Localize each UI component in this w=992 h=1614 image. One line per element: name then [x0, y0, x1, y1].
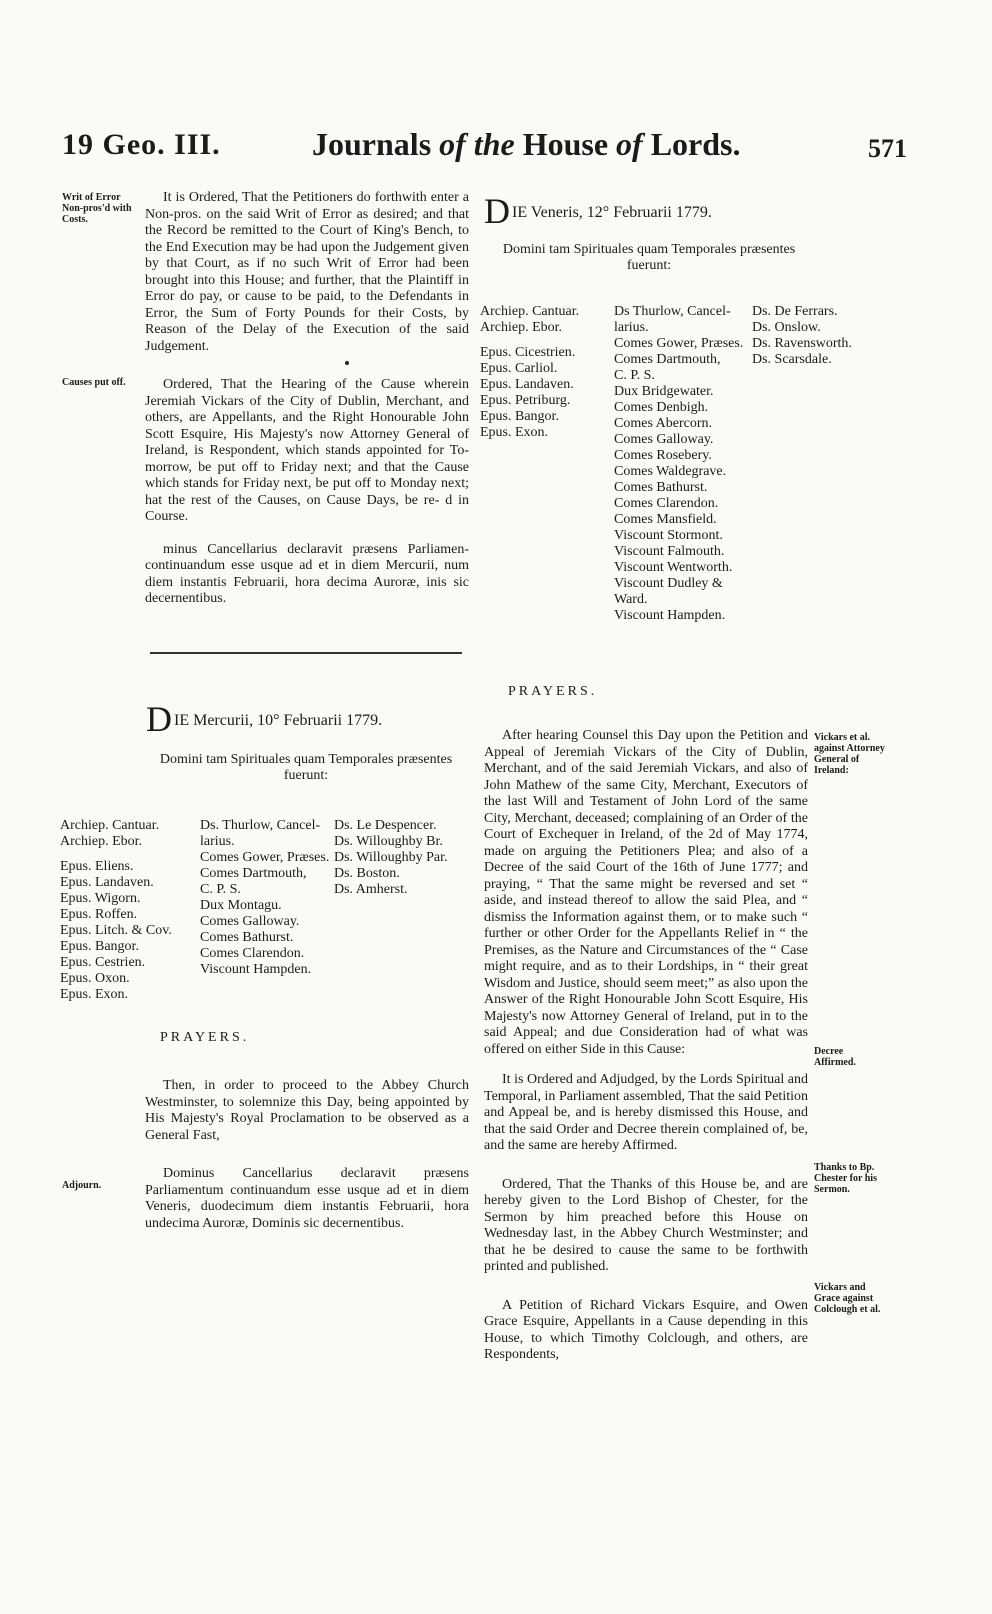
lord-entry: Epus. Cicestrien.: [480, 345, 576, 360]
lord-entry: Viscount Hampden.: [200, 962, 312, 977]
para-vickars-grace-petition: A Petition of Richard Vickars Esquire, and Owen Grace Esquire, Appellants in a Cause depending in this House, to which Timothy Colclough, and others, are Respondents,: [484, 1297, 808, 1362]
lord-entry: Dux Bridgewater.: [614, 384, 714, 399]
lord-entry: C. P. S.: [200, 882, 241, 897]
lord-entry: Ds. De Ferrars.: [752, 304, 838, 319]
lord-entry: Epus. Cestrien.: [60, 955, 146, 970]
prayers-heading-veneris: PRAYERS.: [508, 684, 598, 699]
lord-entry: larius.: [200, 834, 235, 849]
lord-entry: Comes Dartmouth,: [200, 866, 307, 881]
lord-entry: Ds. Willoughby Par.: [334, 850, 448, 865]
left-body-top: [145, 190, 469, 614]
lord-entry: Comes Gower, Præses.: [614, 336, 744, 351]
margin-note-writ: Writ of Error Non-pros'd with Costs.: [62, 192, 132, 225]
para-adjudged: It is Ordered and Adjudged, by the Lords Spiritual and Temporal, in Parliament assembled, That the said Petition and Appeal be, and is hereby dismissed this House, and that the said Order and Decree therein complained of, be, and the same are hereby Affirmed.: [484, 1072, 808, 1153]
lord-entry: Epus. Litch. & Cov.: [60, 923, 172, 938]
lord-entry: Epus. Petriburg.: [480, 393, 571, 408]
lord-entry: C. P. S.: [614, 368, 655, 383]
ornament-dot: [345, 361, 349, 365]
lord-entry: Comes Gower, Præses.: [200, 850, 330, 865]
lord-entry: Archiep. Ebor.: [480, 320, 563, 335]
margin-note-vickars: Vickars et al. against Attorney General of Ireland:: [814, 732, 885, 776]
lord-entry: Comes Bathurst.: [200, 930, 294, 945]
lord-entry: Comes Dartmouth,: [614, 352, 721, 367]
lord-entry: Epus. Wigorn.: [60, 891, 141, 906]
die-mercurii-subtitle: Domini tam Spirituales quam Temporales præsentes fuerunt:: [159, 752, 453, 783]
lord-entry: Epus. Carliol.: [480, 361, 558, 376]
lord-entry: Ds. Ravensworth.: [752, 336, 852, 351]
lord-entry: Comes Clarendon.: [200, 946, 305, 961]
lord-entry: Ds. Amherst.: [334, 882, 408, 897]
lord-entry: Ds. Willoughby Br.: [334, 834, 443, 849]
veneris-bishops-column: [480, 304, 612, 441]
lord-entry: Ds. Onslow.: [752, 320, 821, 335]
lord-entry: Archiep. Cantuar.: [480, 304, 580, 319]
lord-entry: Epus. Exon.: [60, 987, 129, 1002]
lord-entry: Archiep. Ebor.: [60, 834, 143, 849]
lord-entry: Epus. Landaven.: [480, 377, 574, 392]
lord-entry: Ds. Thurlow, Cancel-: [200, 818, 321, 833]
para-writ-error: It is Ordered, That the Petitioners do forthwith enter a Non-pros. on the said Writ of Error as desired; and that the Record be remitted to the Court of King's Bench, to the End Execution may be had upon the Judgement given by that Court, as if no such Writ of Error had been brought into this House; and further, that the Plaintiff in Error do pay, or cause to be paid, to the Defendants in Error, the Sum of Forty Pounds for their Costs, by Reason of the Delay of the Execution of the said Judgement.: [145, 190, 469, 354]
lord-entry: Comes Galloway.: [614, 432, 714, 447]
journal-title: Journals of the House of Lords.: [312, 126, 741, 162]
veneris-barons-column: [752, 304, 888, 368]
lord-entry: Viscount Falmouth.: [614, 544, 725, 559]
lord-entry: Ds. Boston.: [334, 866, 400, 881]
lord-entry: Comes Mansfield.: [614, 512, 717, 527]
lord-entry: Epus. Bangor.: [60, 939, 139, 954]
lord-entry: Comes Bathurst.: [614, 480, 708, 495]
margin-note-causes: Causes put off.: [62, 377, 126, 388]
die-mercurii-title: DIE Mercurii, 10° Februarii 1779.: [146, 699, 383, 739]
margin-note-thanks: Thanks to Bp. Chester for his Sermon.: [814, 1162, 877, 1195]
lord-entry: Epus. Exon.: [480, 425, 549, 440]
para-vickars-hearing: After hearing Counsel this Day upon the Petition and Appeal of Jeremiah Vickars of the City of Dublin, Merchant, and of the said Jeremiah Vickars, and also of John Mathew of the same City, Merchant, Executors of the last Will and Testament of John Lord of the same City, Merchant, deceased; complaining of an Order of the Court of Exchequer in Ireland, of the 2d of May 1774, made on arguing the Petitioners Plea; and also of a Decree of the said Court of the 16th of June 1777; and praying, “ That the same might be reversed and set “ aside, and instead thereof to allow the said Plea, and “ dismiss the Information against them, or to make such “ further or other Order for the Appellants Relief in “ the Premises, as the Nature and Circumstances of the “ Case might require, and as to their Lordships, in “ their great Wisdom and Justice, should seem meet;” as also upon the Answer of the Right Honourable John Scott Esquire, His Majesty's now Attorney General of Ireland, put in to the said Appeal; and due Consideration had of what was offered on either Side in this Cause:: [484, 728, 808, 1057]
margin-note-grace: Vickars and Grace against Colclough et al.: [814, 1282, 881, 1315]
lord-entry: Comes Denbigh.: [614, 400, 709, 415]
die-veneris-title: DIE Veneris, 12° Februarii 1779.: [484, 191, 712, 231]
lord-entry: Ward.: [614, 592, 648, 607]
lord-entry: Ds. Le Despencer.: [334, 818, 437, 833]
mercurii-bishops-column: [60, 818, 195, 1003]
prayers-heading-mercurii: PRAYERS.: [160, 1030, 250, 1045]
section-rule: [150, 652, 462, 654]
para-adjournment-fragment: minus Cancellarius declaravit præsens Parliamen- continuandum esse usque ad et in diem Mercurii, num diem instantis Februarii, hora decima Auroræ, inis sic decernentibus.: [145, 541, 469, 606]
lord-entry: Comes Waldegrave.: [614, 464, 727, 479]
regnal-year: 19 Geo. III.: [62, 128, 221, 161]
lord-entry: Viscount Hampden.: [614, 608, 726, 623]
lord-entry: Comes Rosebery.: [614, 448, 712, 463]
lord-entry: [60, 850, 195, 859]
para-adjourn-veneris: Dominus Cancellarius declaravit præsens Parliamentum continuandum esse usque ad et in diem Veneris, duodecimum diem instantis Februarii, hora undecima Auroræ, Dominis sic decernentibus.: [145, 1166, 469, 1231]
lord-entry: Epus. Eliens.: [60, 859, 134, 874]
page-number: 571: [868, 134, 907, 163]
lord-entry: [480, 336, 612, 345]
veneris-peers-column: [614, 304, 750, 624]
lord-entry: larius.: [614, 320, 649, 335]
lord-entry: Dux Montagu.: [200, 898, 282, 913]
lord-entry: Archiep. Cantuar.: [60, 818, 160, 833]
para-thanks-bishop: Ordered, That the Thanks of this House be, and are hereby given to the Lord Bishop of Chester, for the Sermon by him preached before this House on Wednesday last, in the Abbey Church Westminster; and that he be desired to cause the same to be forthwith printed and published.: [484, 1176, 808, 1274]
margin-note-decree: Decree Affirmed.: [814, 1046, 856, 1068]
die-veneris-subtitle: Domini tam Spirituales quam Temporales præsentes fuerunt:: [502, 242, 796, 273]
mercurii-barons-column: [334, 818, 470, 898]
para-general-fast: Then, in order to proceed to the Abbey Church Westminster, to solemnize this Day, being appointed by His Majesty's Royal Proclamation to be observed as a General Fast,: [145, 1078, 469, 1143]
lord-entry: Ds Thurlow, Cancel-: [614, 304, 731, 319]
lord-entry: Comes Abercorn.: [614, 416, 712, 431]
lord-entry: Viscount Dudley &: [614, 576, 723, 591]
lord-entry: Epus. Landaven.: [60, 875, 154, 890]
lord-entry: Comes Clarendon.: [614, 496, 719, 511]
para-causes-put-off: Ordered, That the Hearing of the Cause wherein Jeremiah Vickars of the City of Dublin, Merchant, and others, are Appellants, and the Right Honourable John Scott Esquire, His Majesty's now Attorney General of Ireland, is Respondent, which stands appointed for To-morrow, be put off to Friday next; and that the Cause which stands for Friday next, be put off to Monday next; hat the rest of the Causes, on Cause Days, be re- d in Course.: [145, 377, 469, 524]
mercurii-body: [145, 1078, 469, 1238]
lord-entry: Epus. Bangor.: [480, 409, 559, 424]
mercurii-peers-column: [200, 818, 332, 978]
lord-entry: Viscount Wentworth.: [614, 560, 733, 575]
lord-entry: Ds. Scarsdale.: [752, 352, 832, 367]
lord-entry: Comes Galloway.: [200, 914, 300, 929]
lord-entry: Epus. Oxon.: [60, 971, 130, 986]
lord-entry: Viscount Stormont.: [614, 528, 723, 543]
veneris-body: [484, 728, 808, 1370]
lord-entry: Epus. Roffen.: [60, 907, 138, 922]
margin-note-adjourn: Adjourn.: [62, 1180, 102, 1191]
